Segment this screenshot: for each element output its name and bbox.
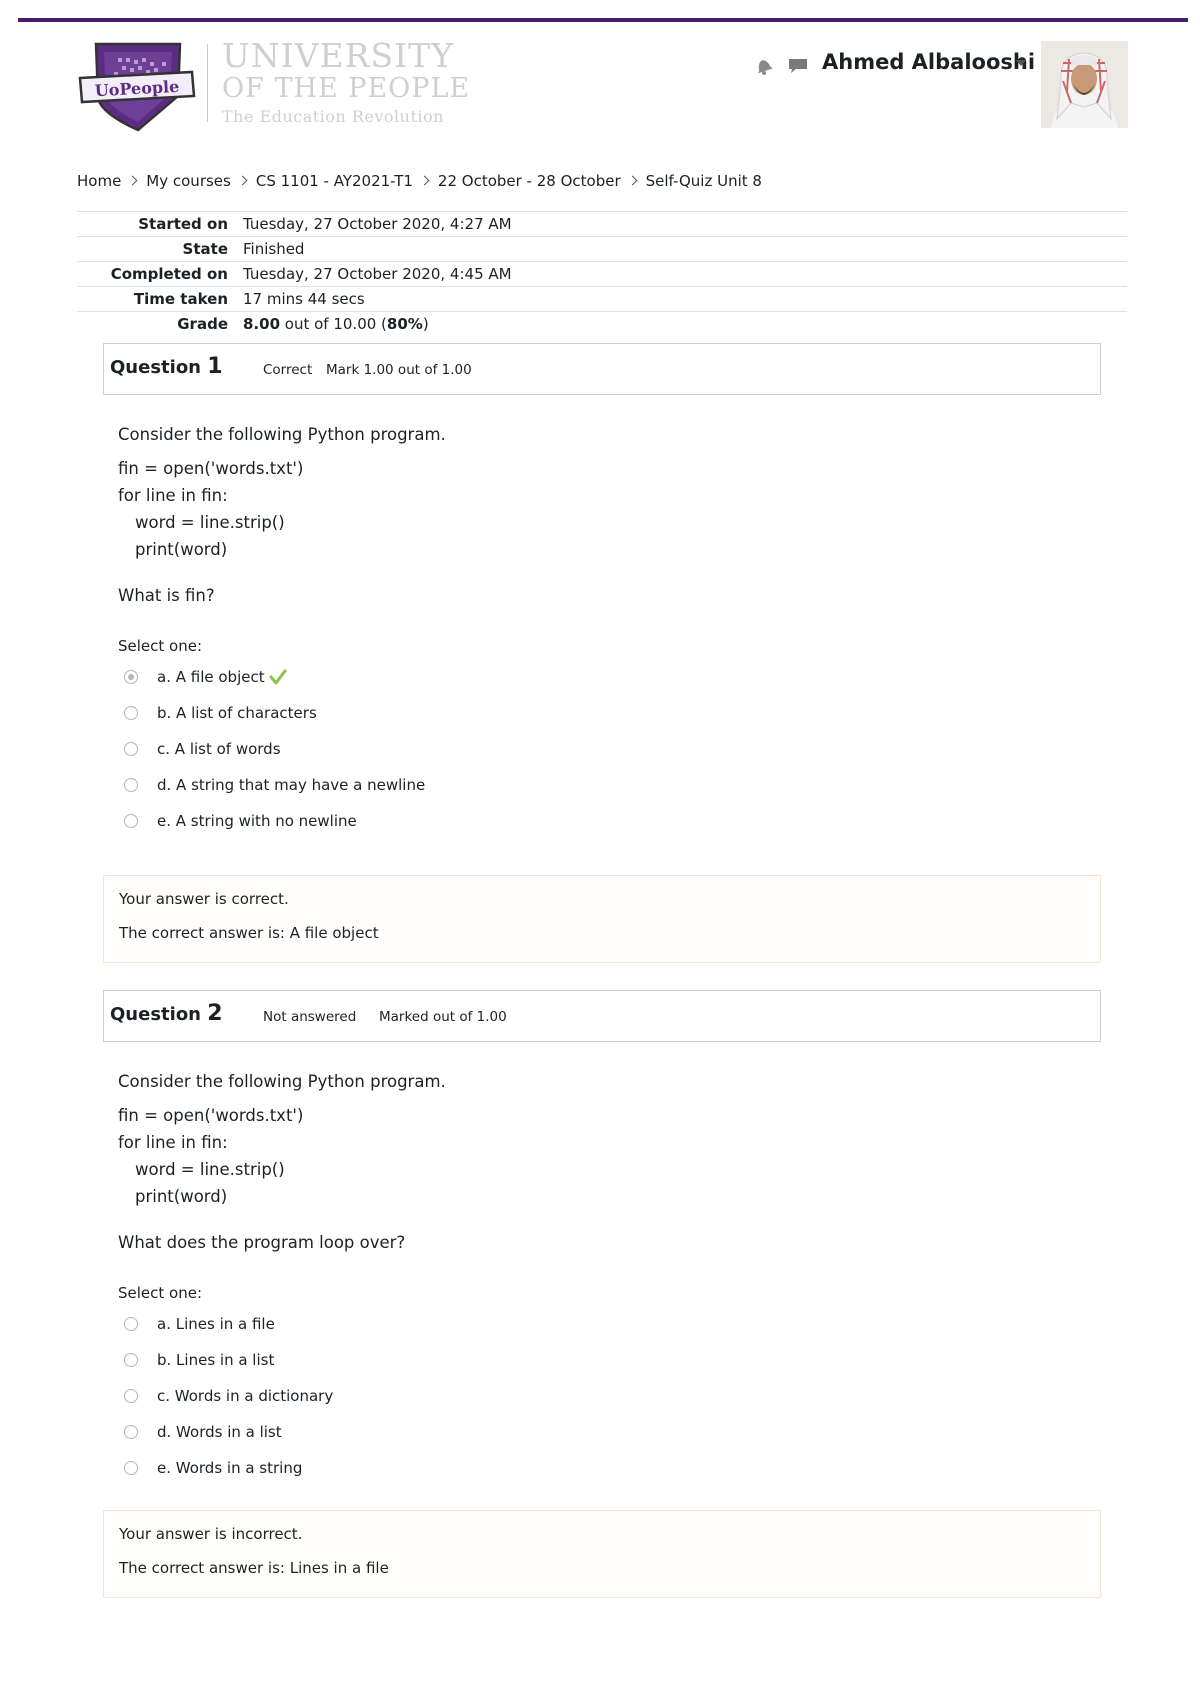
uopeople-logo[interactable] [78,38,198,134]
question-1-info [103,343,1101,395]
summary-label: Completed on [110,265,228,283]
question-prompt: What does the program loop over? [118,1233,406,1252]
question-state: Correct [263,362,313,378]
summary-label: Started on [138,215,228,233]
answer-option[interactable] [124,1387,333,1405]
code-line: for line in fin: [118,1133,228,1152]
question-2-feedback [103,1510,1101,1598]
code-line: word = line.strip() [135,513,285,532]
user-avatar[interactable] [1041,41,1128,128]
breadcrumb-my-courses[interactable]: My courses [146,172,231,190]
correct-check-icon [269,669,287,685]
logo-text: UoPeople [94,76,180,101]
code-line: fin = open('words.txt') [118,1106,304,1125]
question-1-body [118,421,1018,841]
summary-row-grade [77,311,1127,336]
answer-option-label[interactable]: c. A list of words [157,740,281,758]
code-line: print(word) [135,1187,228,1206]
answer-option-label[interactable]: b. A list of characters [157,704,317,722]
answer-option[interactable] [124,776,425,794]
radio-button[interactable] [124,1425,138,1439]
feedback-result: Your answer is correct. [119,890,289,908]
summary-value: 17 mins 44 secs [243,290,365,308]
select-one-label: Select one: [118,637,203,655]
breadcrumb-week[interactable]: 22 October - 28 October [437,172,621,190]
summary-value [243,315,429,333]
answer-option[interactable] [124,1459,302,1477]
question-title-prefix: Question [110,357,208,378]
answer-option[interactable] [124,1351,274,1369]
answer-option[interactable] [124,1315,275,1333]
code-line: fin = open('words.txt') [118,459,304,478]
question-intro: Consider the following Python program. [118,425,446,444]
summary-row-started [77,211,1127,236]
summary-value: Tuesday, 27 October 2020, 4:27 AM [243,215,512,233]
question-mark: Mark 1.00 out of 1.00 [326,362,472,378]
breadcrumb-quiz[interactable]: Self-Quiz Unit 8 [645,172,762,190]
radio-button[interactable] [124,706,138,720]
brand-wordmark [222,38,470,128]
user-menu-caret-icon[interactable] [1016,60,1026,66]
radio-button[interactable] [124,1461,138,1475]
logo-divider [207,44,208,122]
summary-row-time [77,286,1127,311]
radio-button[interactable] [124,670,138,684]
radio-button[interactable] [124,814,138,828]
question-2-info [103,990,1101,1042]
brand-line-2: OF THE PEOPLE [222,73,471,104]
feedback-correct-answer: The correct answer is: A file object [119,924,379,942]
code-line: print(word) [135,540,228,559]
question-mark: Marked out of 1.00 [379,1009,507,1025]
breadcrumb [77,172,762,190]
answer-option[interactable] [124,1423,282,1441]
grade-mid: out of 10.00 ( [280,315,387,333]
question-title-prefix: Question [110,1004,208,1025]
question-state: Not answered [263,1009,357,1025]
grade-score: 8.00 [243,315,281,333]
question-intro: Consider the following Python program. [118,1072,446,1091]
radio-button[interactable] [124,1353,138,1367]
answer-option[interactable] [124,812,357,830]
breadcrumb-chevron-icon [419,175,429,185]
answer-option-label[interactable]: e. A string with no newline [157,812,357,830]
code-line: word = line.strip() [135,1160,285,1179]
chat-bubble-icon[interactable] [787,56,809,76]
summary-row-completed [77,261,1127,286]
select-one-label: Select one: [118,1284,203,1302]
question-1-feedback [103,875,1101,963]
breadcrumb-chevron-icon [128,175,138,185]
question-2-body [118,1068,1018,1488]
answer-option-label[interactable]: d. A string that may have a newline [157,776,426,794]
attempt-summary-table [77,211,1127,336]
answer-option-label[interactable]: c. Words in a dictionary [157,1387,334,1405]
top-accent-bar [18,18,1188,22]
answer-option-label[interactable]: e. Words in a string [157,1459,303,1477]
code-line: for line in fin: [118,486,228,505]
answer-option-label[interactable]: d. Words in a list [157,1423,282,1441]
radio-button[interactable] [124,742,138,756]
breadcrumb-chevron-icon [627,175,637,185]
feedback-correct-answer: The correct answer is: Lines in a file [119,1559,389,1577]
grade-end: ) [422,315,429,333]
answer-option[interactable] [124,740,281,758]
feedback-result: Your answer is incorrect. [119,1525,303,1543]
question-prompt: What is fin? [118,586,215,605]
summary-label: Grade [177,315,228,333]
radio-button[interactable] [124,778,138,792]
question-title [110,354,223,379]
breadcrumb-home[interactable]: Home [77,172,122,190]
answer-option-label[interactable]: a. Lines in a file [157,1315,275,1333]
question-number: 1 [207,354,223,379]
summary-value: Finished [243,240,305,258]
summary-row-state [77,236,1127,261]
question-title [110,1001,223,1026]
breadcrumb-course[interactable]: CS 1101 - AY2021-T1 [255,172,413,190]
bell-icon[interactable] [753,56,775,76]
code-block [118,1102,303,1210]
summary-value: Tuesday, 27 October 2020, 4:45 AM [243,265,512,283]
summary-label: Time taken [133,290,228,308]
summary-label: State [182,240,228,258]
grade-percent: 80% [386,315,423,333]
brand-tagline: The Education Revolution [222,107,444,126]
brand-line-1: UNIVERSITY [222,36,454,75]
answer-option-label[interactable]: a. A file object [157,668,265,686]
code-block [118,455,303,563]
answer-option-label[interactable]: b. Lines in a list [157,1351,275,1369]
answer-option[interactable] [124,704,317,722]
user-menu-name[interactable]: Ahmed Albalooshi [822,50,1036,74]
breadcrumb-chevron-icon [237,175,247,185]
radio-button[interactable] [124,1317,138,1331]
radio-button[interactable] [124,1389,138,1403]
question-number: 2 [207,1001,223,1026]
answer-option[interactable] [124,668,287,686]
